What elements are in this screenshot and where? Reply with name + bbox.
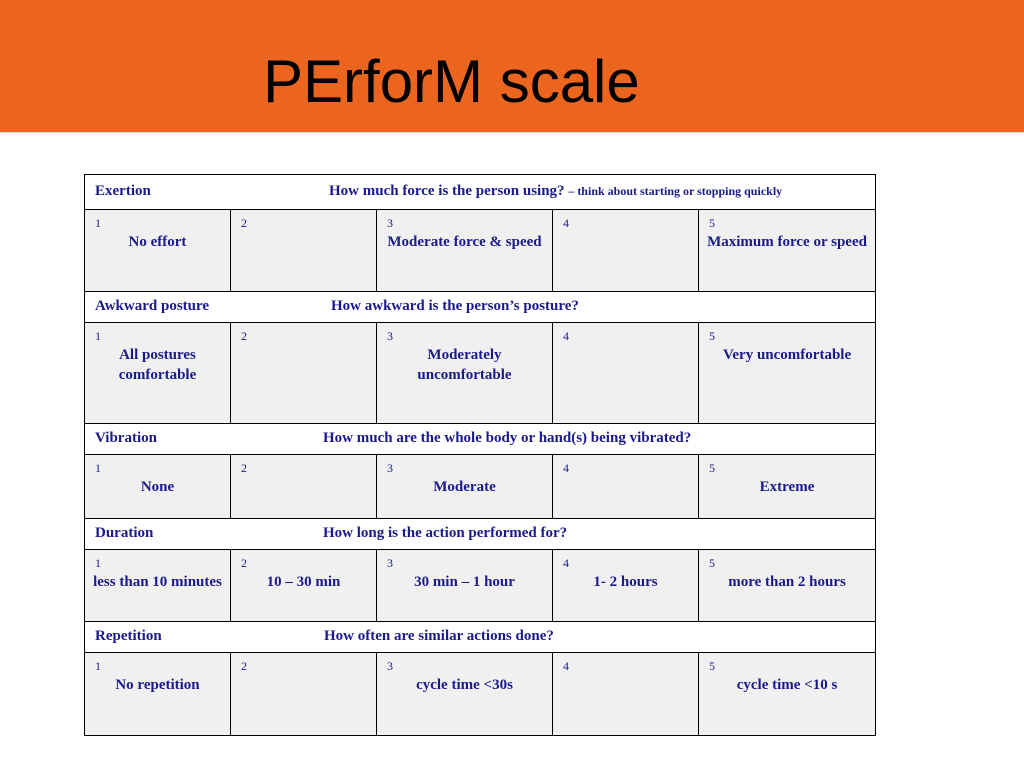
score-row (85, 210, 876, 292)
section-question (323, 430, 691, 447)
section-header-row (85, 292, 876, 323)
score-cell (377, 210, 553, 292)
score-number: 5 (709, 659, 715, 673)
score-description: Extreme (759, 479, 815, 495)
score-description: No effort (128, 234, 187, 250)
score-cell (85, 653, 231, 736)
score-cell (699, 210, 876, 292)
section-label: Vibration (95, 430, 157, 446)
score-number: 1 (95, 329, 101, 343)
slide-title: PErforM scale (263, 48, 640, 115)
score-description: Very uncomfortable (722, 347, 852, 363)
score-number: 5 (709, 329, 715, 343)
score-cell (231, 323, 377, 424)
section-label: Duration (95, 525, 154, 541)
score-cell (231, 455, 377, 519)
score-description: 30 min – 1 hour (414, 574, 515, 590)
score-number: 3 (387, 659, 393, 673)
section-question-note: – think about starting or stopping quickly (568, 184, 783, 198)
score-number: 2 (241, 329, 247, 343)
score-cell (699, 455, 876, 519)
score-number: 2 (241, 216, 247, 230)
section-question (329, 183, 782, 200)
score-row (85, 323, 876, 424)
score-cell (377, 653, 553, 736)
section-question-text: How awkward is the person’s posture? (331, 298, 579, 314)
score-number: 2 (241, 461, 247, 475)
score-description: 1- 2 hours (593, 574, 658, 590)
title-bar (0, 0, 1024, 133)
score-description: All postures comfortable (118, 347, 197, 383)
score-description: Moderate (433, 479, 496, 495)
score-number: 1 (95, 461, 101, 475)
score-cell (85, 455, 231, 519)
score-description: No repetition (115, 677, 200, 693)
section-header (85, 424, 876, 455)
score-number: 1 (95, 556, 101, 570)
section-label: Repetition (95, 628, 162, 644)
score-description: Moderately uncomfortable (417, 347, 512, 383)
score-description: cycle time <30s (416, 677, 513, 693)
score-cell (553, 323, 699, 424)
score-description: cycle time <10 s (736, 677, 838, 693)
section-question (323, 525, 567, 542)
score-number: 4 (563, 659, 569, 673)
section-header-row (85, 622, 876, 653)
score-number: 1 (95, 659, 101, 673)
score-row (85, 653, 876, 736)
score-number: 2 (241, 556, 247, 570)
section-header-row (85, 424, 876, 455)
score-number: 5 (709, 461, 715, 475)
score-cell (85, 550, 231, 622)
section-question-text: How much force is the person using? (329, 183, 565, 199)
section-label: Awkward posture (95, 298, 210, 314)
section-question (324, 628, 554, 645)
score-cell (85, 323, 231, 424)
section-header-row (85, 519, 876, 550)
score-cell (553, 455, 699, 519)
section-question-text: How long is the action performed for? (323, 525, 568, 541)
score-cell (377, 550, 553, 622)
score-cell (231, 210, 377, 292)
score-number: 3 (387, 556, 393, 570)
score-cell (231, 550, 377, 622)
score-number: 3 (387, 329, 393, 343)
section-header (85, 622, 876, 653)
score-cell (553, 550, 699, 622)
section-header (85, 175, 876, 210)
score-row (85, 550, 876, 622)
score-number: 4 (563, 461, 569, 475)
score-cell (377, 455, 553, 519)
score-description: Maximum force or speed (707, 234, 867, 250)
section-question (331, 298, 579, 315)
score-cell (231, 653, 377, 736)
section-question-text: How much are the whole body or hand(s) being vibrated? (323, 430, 692, 446)
score-cell (553, 653, 699, 736)
score-number: 5 (709, 216, 715, 230)
score-cell (699, 550, 876, 622)
score-cell (377, 323, 553, 424)
score-row (85, 455, 876, 519)
section-header (85, 519, 876, 550)
score-description: more than 2 hours (728, 574, 846, 590)
score-number: 4 (563, 216, 569, 230)
score-number: 3 (387, 216, 393, 230)
score-description: 10 – 30 min (266, 574, 341, 590)
score-number: 5 (709, 556, 715, 570)
section-header-row (85, 175, 876, 210)
score-number: 2 (241, 659, 247, 673)
section-question-text: How often are similar actions done? (324, 628, 554, 644)
score-cell (699, 653, 876, 736)
score-number: 4 (563, 329, 569, 343)
score-description: None (140, 479, 175, 495)
score-description: Moderate force & speed (387, 234, 542, 250)
score-number: 1 (95, 216, 101, 230)
score-cell (85, 210, 231, 292)
score-cell (553, 210, 699, 292)
score-cell (699, 323, 876, 424)
score-number: 3 (387, 461, 393, 475)
score-number: 4 (563, 556, 569, 570)
section-header (85, 292, 876, 323)
score-description: less than 10 minutes (93, 574, 222, 590)
section-label: Exertion (95, 183, 151, 199)
perform-scale-table (84, 174, 876, 736)
